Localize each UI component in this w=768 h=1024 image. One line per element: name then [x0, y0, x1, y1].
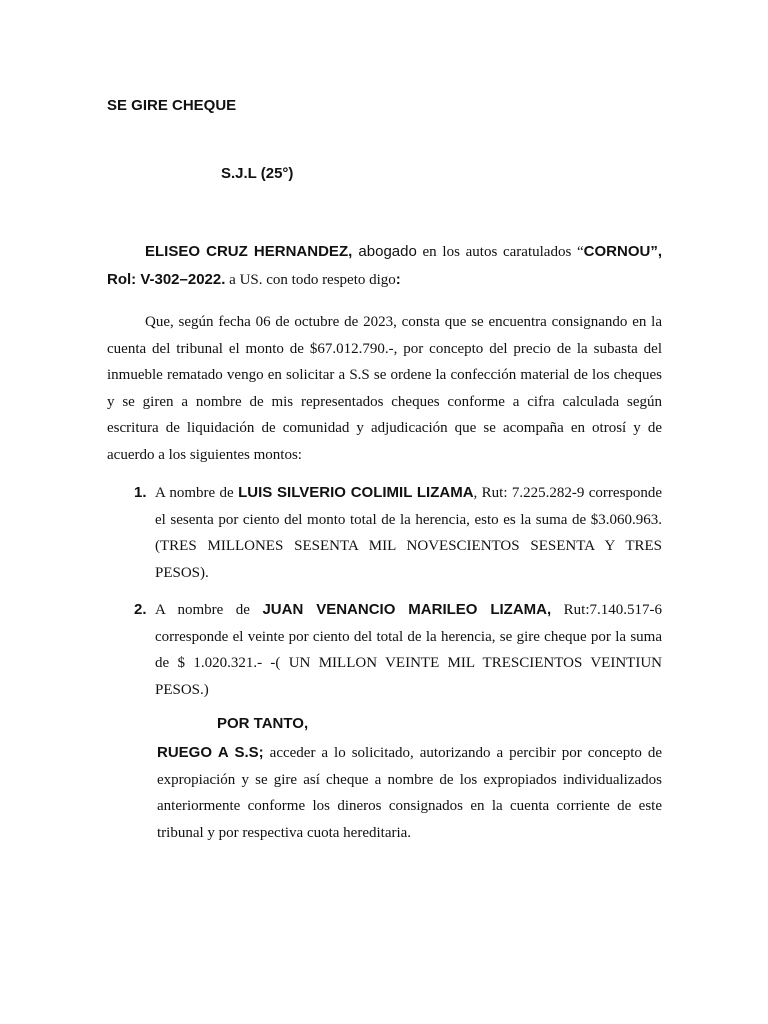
tribunal-address: S.J.L (25°) — [221, 165, 294, 182]
item-prefix: A nombre de — [155, 602, 263, 618]
list-item — [155, 480, 662, 586]
item-text: , Rut: 7.225.282-9 corresponde el sesenta por ciento del monto total de la herencia, esto es la suma de $3.060.963. (TRES MILLONES SESENTA MIL NOVESCIENTOS SESENTA Y TRES PESOS). — [155, 485, 663, 581]
case-name: CORNOU”, Rol: V-302–2022. — [107, 243, 663, 288]
petition-text: acceder a lo solicitado, autorizando a percibir por concepto de expropiación y se gire así cheque a nombre de los expropiados individualizados anteriormente conforme los dineros consignados en la cuenta corriente de este tribunal y por respectiva cuota hereditaria. — [157, 745, 663, 841]
beneficiary-name: LUIS SILVERIO COLIMIL LIZAMA — [238, 484, 474, 501]
item-text: Rut:7.140.517-6 corresponde el veinte por ciento del total de la herencia, se gire cheque por la suma de $ 1.020.321.- -( UN MILLON VEINTE MIL TRESCIENTOS VEINTIUN PESOS.) — [155, 602, 662, 698]
main-paragraph: Que, según fecha 06 de octubre de 2023, consta que se encuentra consignando en la cuenta del tribunal el monto de $67.012.790.-, por concepto del precio de la subasta del inmueble rematado vengo en solicitar a S.S se ordene la confección material de los cheques y se giren a nombre de mis representados cheques conforme a cifra calculada según escritura de liquidación de comunidad y adjudicación que se acompaña en otrosí y de acuerdo a los siguientes montos: — [107, 314, 662, 463]
document-heading: SE GIRE CHEQUE — [107, 97, 237, 114]
por-tanto-heading: POR TANTO, — [217, 715, 309, 732]
lawyer-name: ELISEO CRUZ HERNANDEZ, — [145, 243, 353, 260]
intro-colon: : — [395, 271, 401, 288]
intro-paragraph — [107, 238, 662, 294]
item-number: 1. — [134, 484, 147, 501]
item-prefix: A nombre de — [155, 485, 239, 501]
list-item — [155, 597, 662, 703]
beneficiary-name: JUAN VENANCIO MARILEO LIZAMA, — [262, 601, 552, 618]
petition-label: RUEGO A S.S; — [157, 744, 264, 761]
petition-paragraph — [157, 740, 662, 846]
item-number: 2. — [134, 601, 147, 618]
intro-text-2: a US. con todo respeto digo — [225, 272, 396, 288]
lawyer-role: abogado — [352, 243, 417, 260]
intro-text-1: en los autos caratulados “ — [416, 244, 584, 260]
